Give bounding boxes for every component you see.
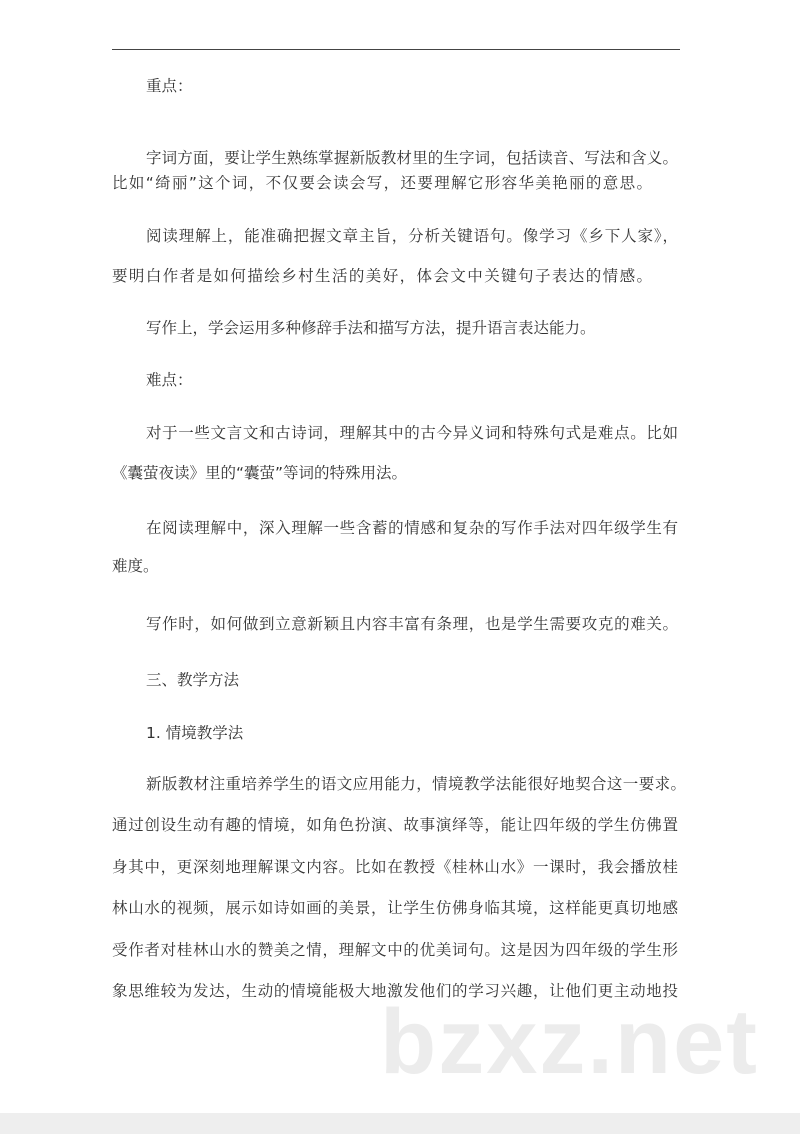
header-rule <box>112 49 680 50</box>
page-bottom-bar <box>0 1113 800 1134</box>
paragraph-line: 在阅读理解中，深入理解一些含蓄的情感和复杂的写作手法对四年级学生有 <box>146 519 678 537</box>
paragraph-line: 写作时，如何做到立意新颖且内容丰富有条理，也是学生需要攻克的难关。 <box>146 615 678 633</box>
paragraph-line: 《囊萤夜读》里的“囊萤”等词的特殊用法。 <box>112 464 408 482</box>
paragraph-line: 字词方面，要让学生熟练掌握新版教材里的生字词，包括读音、写法和含义。 <box>146 149 678 167</box>
heading-key-points: 重点： <box>146 77 193 95</box>
paragraph-line: 通过创设生动有趣的情境，如角色扮演、故事演绎等，能让四年级的学生仿佛置 <box>112 816 678 834</box>
paragraph-line: 阅读理解上，能准确把握文章主旨，分析关键语句。像学习《乡下人家》， <box>146 227 678 245</box>
heading-difficulties: 难点： <box>146 371 193 389</box>
paragraph-line: 新版教材注重培养学生的语文应用能力，情境教学法能很好地契合这一要求。 <box>146 775 686 793</box>
paragraph-line: 比如“绮丽”这个词，不仅要会读会写，还要理解它形容华美艳丽的意思。 <box>112 174 652 192</box>
subsection-heading: 1. 情境教学法 <box>146 724 244 742</box>
paragraph-line: 林山水的视频，展示如诗如画的美景，让学生仿佛身临其境，这样能更真切地感 <box>112 899 678 917</box>
paragraph-line: 象思维较为发达，生动的情境能极大地激发他们的学习兴趣，让他们更主动地投 <box>112 982 678 1000</box>
paragraph-line: 身其中，更深刻地理解课文内容。比如在教授《桂林山水》一课时，我会播放桂 <box>112 858 678 876</box>
paragraph-line: 难度。 <box>112 557 159 575</box>
watermark: bzxz.net <box>380 991 759 1093</box>
paragraph-line: 受作者对桂林山水的赞美之情，理解文中的优美词句。这是因为四年级的学生形 <box>112 941 678 959</box>
paragraph-line: 要明白作者是如何描绘乡村生活的美好，体会文中关键句子表达的情感。 <box>112 267 652 285</box>
paragraph-line: 对于一些文言文和古诗词，理解其中的古今异义词和特殊句式是难点。比如 <box>146 424 678 442</box>
section-heading: 三、教学方法 <box>146 671 240 689</box>
paragraph-line: 写作上，学会运用多种修辞手法和描写方法，提升语言表达能力。 <box>146 319 596 337</box>
